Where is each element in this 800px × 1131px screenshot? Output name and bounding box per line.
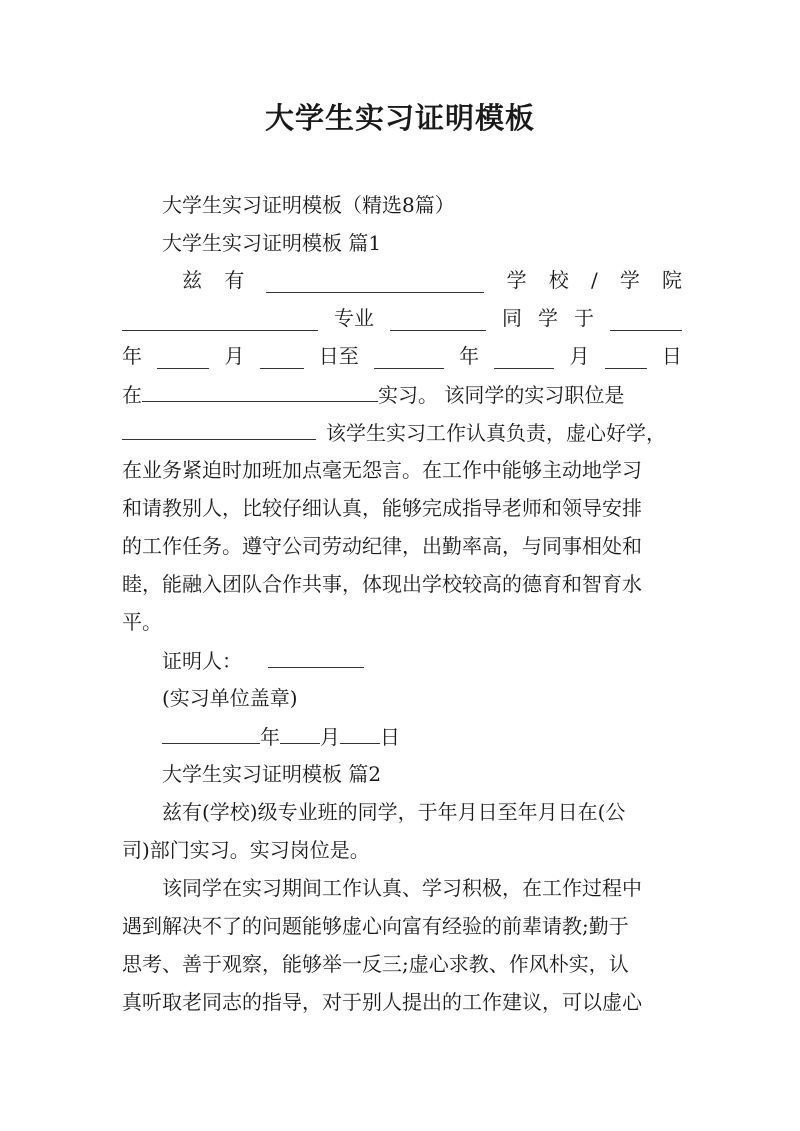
form-text: 年 [122, 344, 142, 368]
body-line: 该同学在实习期间工作认真、学习积极，在工作过程中 [162, 876, 642, 900]
form-text: 同 [502, 306, 522, 330]
form-text: 年 [459, 344, 480, 368]
form-text: 校 [548, 268, 569, 292]
form-text: 于 [574, 306, 594, 330]
form-text: 在 [122, 383, 142, 407]
date-day-blank[interactable] [340, 723, 380, 744]
form-text: 专业 [334, 306, 374, 330]
form-text: / [590, 268, 598, 292]
department-blank[interactable] [122, 310, 318, 331]
month-start-blank[interactable] [157, 348, 209, 369]
date-month-blank[interactable] [280, 723, 320, 744]
form-line-2 [122, 305, 682, 331]
body-line: 兹有(学校)级专业班的同学，于年月日至年月日在(公 [162, 800, 626, 824]
section2-heading: 大学生实习证明模板 篇2 [162, 762, 382, 786]
year-end-blank[interactable] [374, 348, 444, 369]
body-line: 睦，能融入团队合作共事，体现出学校较高的德育和智育水 [122, 572, 642, 596]
document-title: 大学生实习证明模板 [264, 101, 535, 135]
form-text: 有 [224, 268, 245, 292]
form-text: 月 [569, 344, 590, 368]
body-line: 遇到解决不了的问题能够虚心向富有经验的前辈请教;勤于 [122, 914, 629, 938]
body-line: 司)部门实习。实习岗位是。 [122, 838, 370, 862]
date-month-label: 月 [320, 725, 340, 749]
form-text: 学 [538, 306, 558, 330]
form-text: 日至 [318, 344, 359, 368]
form-text: 实习。 该同学的实习职位是 [378, 383, 625, 407]
body-line: 真听取老同志的指导，对于别人提出的工作建议，可以虚心 [122, 990, 642, 1014]
certifier-label: 证明人： [162, 649, 242, 673]
day-start-blank[interactable] [260, 348, 304, 369]
year-start-blank[interactable] [610, 310, 682, 331]
form-text: 学 [506, 268, 527, 292]
form-text: 该学生实习工作认真负责，虚心好学， [326, 421, 666, 445]
body-line: 思考、善于观察，能够举一反三;虚心求教、作风朴实，认 [122, 952, 629, 976]
date-year-blank[interactable] [162, 723, 260, 744]
date-line [162, 723, 682, 750]
form-text: 日 [661, 344, 682, 368]
date-day-label: 日 [380, 725, 400, 749]
month-end-blank[interactable] [494, 348, 554, 369]
body-line: 和请教别人，比较仔细认真，能够完成指导老师和领导安排 [122, 496, 642, 520]
certifier-blank[interactable] [268, 647, 364, 668]
body-line: 在业务紧迫时加班加点毫无怨言。在工作中能够主动地学习 [122, 458, 642, 482]
major-blank[interactable] [390, 310, 486, 331]
body-line: 平。 [122, 610, 162, 634]
certifier-line [162, 647, 682, 674]
date-year-label: 年 [260, 725, 280, 749]
form-line-3 [122, 343, 682, 369]
section1-heading: 大学生实习证明模板 篇1 [162, 231, 382, 255]
day-end-blank[interactable] [605, 348, 647, 369]
position-blank[interactable] [122, 419, 316, 440]
form-text: 兹 [182, 268, 203, 292]
form-text: 月 [224, 344, 245, 368]
body-line: 的工作任务。遵守公司劳动纪律，出勤率高，与同事相处和 [122, 534, 642, 558]
school-blank[interactable] [266, 272, 484, 293]
form-text: 院 [662, 268, 682, 292]
form-line-5 [122, 419, 682, 446]
form-line-1 [122, 267, 682, 293]
stamp-label: (实习单位盖章) [162, 686, 298, 710]
company-blank[interactable] [142, 381, 378, 402]
form-line-4 [122, 381, 682, 408]
document-subtitle: 大学生实习证明模板（精选8篇） [162, 193, 455, 217]
form-text: 学 [619, 268, 640, 292]
